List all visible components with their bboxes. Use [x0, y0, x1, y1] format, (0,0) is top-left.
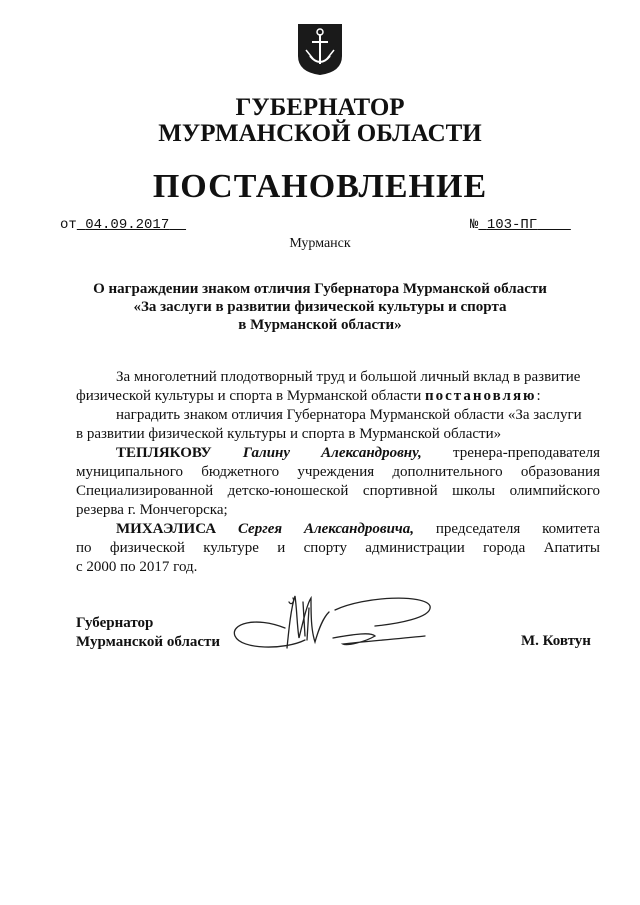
murmansk-coat-of-arms-icon — [296, 22, 344, 76]
number-prefix: № — [470, 217, 479, 233]
body-line: резерва г. Мончегорска; — [76, 502, 228, 518]
document-date — [60, 217, 186, 233]
awardee-1-name: Галину Александровну, — [242, 445, 422, 461]
body-line: наградить знаком отличия Губернатора Мурманской области «За заслуги — [116, 407, 582, 423]
document-subject — [60, 280, 580, 334]
awardee-1-surname: ТЕПЛЯКОВУ — [116, 445, 212, 461]
body-line: по физической культуре и спорту администрации города Апатиты — [76, 540, 600, 556]
header-line-2: МУРМАНСКОЙ ОБЛАСТИ — [158, 120, 482, 147]
body-line: муниципального бюджетного учреждения дополнительного образования — [76, 464, 600, 480]
awardee-2-name: Сергея Александровича, — [237, 521, 415, 537]
subject-line: «За заслуги в развитии физической культуры и спорта — [133, 299, 507, 315]
body-line: с 2000 по 2017 год. — [76, 559, 198, 575]
number-value: 103-ПГ — [486, 217, 538, 233]
subject-line: в Мурманской области» — [238, 317, 402, 333]
awardee-2-line: МИХАЭЛИСА Сергея Александровича, председателя комитета — [116, 521, 600, 537]
date-value: 04.09.2017 — [85, 217, 170, 233]
body-line: в развитии физической культуры и спорта в Мурманской области» — [76, 426, 502, 442]
document-number — [470, 217, 571, 233]
signatory-name: М. Ковтун — [521, 633, 591, 649]
awardee-1-line: ТЕПЛЯКОВУ Галину Александровну, тренера-преподавателя — [116, 445, 601, 461]
document-type: ПОСТАНОВЛЕНИЕ — [152, 168, 488, 205]
city: Мурманск — [289, 236, 351, 251]
body-line: физической культуры и спорта в Мурманской области постановляю: — [76, 388, 541, 404]
signatory-title: Губернатор Мурманской области — [76, 615, 221, 650]
handwritten-signature — [225, 588, 440, 658]
subject-line: О награждении знаком отличия Губернатора Мурманской области — [93, 281, 547, 297]
date-prefix: от — [60, 217, 77, 233]
body-line: Специализированной детско-юношеской спортивной школы олимпийского — [76, 483, 600, 499]
awardee-2-surname: МИХАЭЛИСА — [116, 521, 217, 537]
body-line: За многолетний плодотворный труд и большой личный вклад в развитие — [116, 369, 581, 385]
resolution-keyword: постановляю — [425, 388, 537, 404]
header-line-1: ГУБЕРНАТОР — [235, 94, 405, 121]
